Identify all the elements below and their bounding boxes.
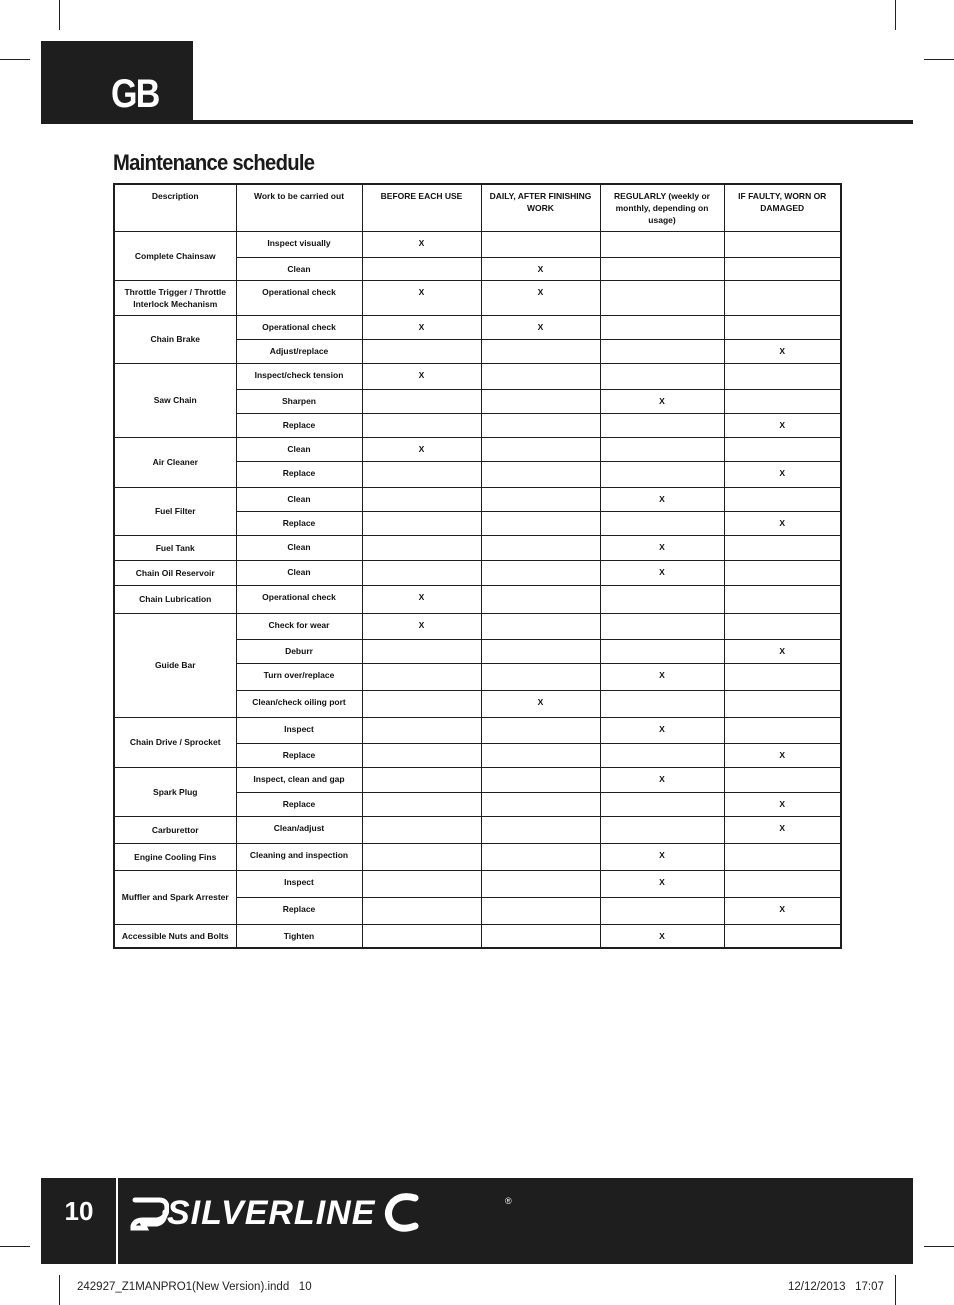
table-row [114, 843, 841, 870]
schedule-cell [600, 257, 724, 280]
schedule-cell [362, 639, 481, 663]
component-description: Fuel Filter [114, 487, 236, 535]
component-description: Air Cleaner [114, 437, 236, 487]
schedule-cell [481, 870, 600, 897]
schedule-mark: X [724, 792, 841, 816]
schedule-cell [724, 924, 841, 948]
work-item: Sharpen [236, 389, 362, 413]
column-header-work: Work to be carried out [236, 184, 362, 231]
schedule-cell [362, 413, 481, 437]
schedule-cell [724, 843, 841, 870]
work-item: Tighten [236, 924, 362, 948]
schedule-cell [362, 461, 481, 487]
schedule-cell [724, 535, 841, 560]
schedule-cell [600, 639, 724, 663]
header-rule [41, 120, 913, 124]
schedule-cell [724, 613, 841, 639]
region-label: GB [111, 72, 159, 116]
crop-mark [895, 0, 896, 30]
schedule-cell [724, 717, 841, 743]
schedule-mark: X [600, 389, 724, 413]
work-item: Inspect, clean and gap [236, 767, 362, 792]
table-row [114, 315, 841, 339]
page-number: 10 [64, 1196, 94, 1226]
slug-date-info: 12/12/2013 17:07 [788, 1281, 884, 1293]
schedule-cell [481, 487, 600, 511]
schedule-mark: X [600, 663, 724, 690]
component-description: Chain Oil Reservoir [114, 560, 236, 585]
component-description: Chain Drive / Sprocket [114, 717, 236, 767]
schedule-mark: X [600, 717, 724, 743]
schedule-cell [481, 792, 600, 816]
schedule-mark: X [362, 437, 481, 461]
schedule-cell [724, 231, 841, 257]
work-item: Clean [236, 560, 362, 585]
schedule-cell [724, 315, 841, 339]
schedule-cell [362, 816, 481, 843]
work-item: Cleaning and inspection [236, 843, 362, 870]
work-item: Replace [236, 413, 362, 437]
schedule-cell [362, 487, 481, 511]
schedule-cell [481, 437, 600, 461]
work-item: Operational check [236, 315, 362, 339]
schedule-cell [481, 535, 600, 560]
table-body [114, 231, 841, 948]
schedule-cell [481, 339, 600, 363]
schedule-mark: X [600, 487, 724, 511]
schedule-cell [362, 843, 481, 870]
schedule-mark: X [724, 339, 841, 363]
component-description: Chain Brake [114, 315, 236, 363]
footer-bar [41, 1178, 913, 1264]
schedule-mark: X [481, 257, 600, 280]
schedule-cell [481, 717, 600, 743]
schedule-cell [481, 560, 600, 585]
schedule-cell [481, 231, 600, 257]
schedule-mark: X [600, 870, 724, 897]
schedule-cell [362, 767, 481, 792]
schedule-cell [481, 511, 600, 535]
crop-mark [59, 0, 60, 30]
schedule-cell [724, 437, 841, 461]
schedule-mark: X [362, 231, 481, 257]
schedule-cell [362, 690, 481, 717]
work-item: Clean [236, 257, 362, 280]
crop-mark [59, 1275, 60, 1305]
schedule-mark: X [362, 315, 481, 339]
schedule-mark: X [724, 461, 841, 487]
schedule-cell [600, 792, 724, 816]
work-item: Clean/adjust [236, 816, 362, 843]
slug-file-info: 242927_Z1MANPRO1(New Version).indd 10 [77, 1281, 312, 1293]
schedule-mark: X [724, 897, 841, 924]
schedule-cell [600, 231, 724, 257]
page-title: Maintenance schedule [113, 150, 315, 175]
component-description: Carburettor [114, 816, 236, 843]
column-header-if-faulty: IF FAULTY, WORN OR DAMAGED [724, 184, 841, 231]
column-header-regularly: REGULARLY (weekly or monthly, depending on usage) [600, 184, 724, 231]
schedule-cell [600, 816, 724, 843]
schedule-mark: X [724, 743, 841, 767]
schedule-cell [362, 743, 481, 767]
schedule-mark: X [362, 280, 481, 315]
component-description: Fuel Tank [114, 535, 236, 560]
work-item: Clean/check oiling port [236, 690, 362, 717]
schedule-cell [362, 535, 481, 560]
footer-divider [116, 1178, 118, 1264]
schedule-cell [600, 363, 724, 389]
schedule-cell [724, 690, 841, 717]
schedule-mark: X [362, 613, 481, 639]
schedule-mark: X [600, 767, 724, 792]
schedule-cell [600, 315, 724, 339]
work-item: Turn over/replace [236, 663, 362, 690]
schedule-cell [724, 767, 841, 792]
component-description: Complete Chainsaw [114, 231, 236, 280]
schedule-cell [481, 413, 600, 437]
crop-mark [0, 59, 30, 60]
schedule-mark: X [724, 511, 841, 535]
column-header-daily: DAILY, AFTER FINISHING WORK [481, 184, 600, 231]
schedule-mark: X [362, 585, 481, 613]
table-row [114, 487, 841, 511]
schedule-cell [724, 663, 841, 690]
work-item: Replace [236, 461, 362, 487]
schedule-cell [600, 511, 724, 535]
schedule-cell [724, 389, 841, 413]
schedule-cell [724, 560, 841, 585]
schedule-cell [600, 280, 724, 315]
schedule-cell [362, 924, 481, 948]
crop-mark [924, 1246, 954, 1247]
schedule-cell [481, 363, 600, 389]
schedule-cell [362, 870, 481, 897]
work-item: Adjust/replace [236, 339, 362, 363]
schedule-cell [600, 461, 724, 487]
table-row [114, 363, 841, 389]
schedule-cell [481, 924, 600, 948]
schedule-cell [481, 389, 600, 413]
work-item: Inspect [236, 870, 362, 897]
schedule-cell [724, 363, 841, 389]
schedule-mark: X [600, 560, 724, 585]
schedule-cell [600, 743, 724, 767]
work-item: Inspect [236, 717, 362, 743]
component-description: Guide Bar [114, 613, 236, 717]
brand-logo [129, 1190, 512, 1234]
component-description: Muffler and Spark Arrester [114, 870, 236, 924]
schedule-cell [481, 743, 600, 767]
work-item: Replace [236, 897, 362, 924]
work-item: Replace [236, 743, 362, 767]
schedule-cell [600, 413, 724, 437]
schedule-mark: X [481, 280, 600, 315]
schedule-cell [481, 663, 600, 690]
work-item: Operational check [236, 585, 362, 613]
schedule-cell [724, 585, 841, 613]
maintenance-table [113, 183, 842, 949]
schedule-cell [362, 339, 481, 363]
column-header-description: Description [114, 184, 236, 231]
table-row [114, 535, 841, 560]
schedule-cell [481, 816, 600, 843]
table-row [114, 816, 841, 843]
schedule-cell [481, 613, 600, 639]
column-header-before-each-use: BEFORE EACH USE [362, 184, 481, 231]
schedule-mark: X [362, 363, 481, 389]
schedule-cell [481, 843, 600, 870]
component-description: Spark Plug [114, 767, 236, 816]
work-item: Clean [236, 437, 362, 461]
schedule-cell [362, 717, 481, 743]
crop-mark [0, 1246, 30, 1247]
work-item: Replace [236, 792, 362, 816]
schedule-mark: X [481, 690, 600, 717]
schedule-cell [362, 511, 481, 535]
schedule-cell [362, 257, 481, 280]
component-description: Throttle Trigger / Throttle Interlock Mechanism [114, 280, 236, 315]
schedule-cell [362, 560, 481, 585]
schedule-cell [724, 280, 841, 315]
schedule-cell [362, 792, 481, 816]
schedule-cell [481, 639, 600, 663]
table-row [114, 560, 841, 585]
brand-name: SILVERLINE [167, 1194, 376, 1232]
schedule-cell [481, 767, 600, 792]
work-item: Clean [236, 535, 362, 560]
component-description: Engine Cooling Fins [114, 843, 236, 870]
schedule-cell [600, 613, 724, 639]
registered-mark: ® [505, 1196, 512, 1206]
work-item: Replace [236, 511, 362, 535]
schedule-cell [481, 897, 600, 924]
work-item: Check for wear [236, 613, 362, 639]
schedule-mark: X [724, 413, 841, 437]
schedule-cell [600, 339, 724, 363]
schedule-cell [724, 487, 841, 511]
table-row [114, 717, 841, 743]
schedule-cell [724, 870, 841, 897]
work-item: Inspect visually [236, 231, 362, 257]
schedule-cell [481, 461, 600, 487]
region-tab [41, 41, 193, 122]
work-item: Deburr [236, 639, 362, 663]
table-header-row [114, 184, 841, 231]
wrench-end-icon [381, 1190, 421, 1234]
schedule-cell [600, 897, 724, 924]
table-row [114, 767, 841, 792]
table-row [114, 280, 841, 315]
schedule-mark: X [600, 924, 724, 948]
schedule-cell [600, 437, 724, 461]
schedule-cell [362, 897, 481, 924]
schedule-mark: X [481, 315, 600, 339]
table-row [114, 585, 841, 613]
crop-mark [895, 1275, 896, 1305]
wrench-icon [129, 1190, 169, 1234]
schedule-cell [724, 257, 841, 280]
schedule-mark: X [724, 816, 841, 843]
work-item: Operational check [236, 280, 362, 315]
schedule-cell [362, 663, 481, 690]
crop-mark [924, 59, 954, 60]
table-row [114, 924, 841, 948]
schedule-mark: X [724, 639, 841, 663]
table-row [114, 613, 841, 639]
work-item: Inspect/check tension [236, 363, 362, 389]
component-description: Accessible Nuts and Bolts [114, 924, 236, 948]
schedule-cell [600, 585, 724, 613]
schedule-cell [362, 389, 481, 413]
schedule-cell [481, 585, 600, 613]
schedule-mark: X [600, 843, 724, 870]
component-description: Chain Lubrication [114, 585, 236, 613]
schedule-cell [600, 690, 724, 717]
table-row [114, 870, 841, 897]
component-description: Saw Chain [114, 363, 236, 437]
schedule-mark: X [600, 535, 724, 560]
work-item: Clean [236, 487, 362, 511]
table-row [114, 437, 841, 461]
table-row [114, 231, 841, 257]
